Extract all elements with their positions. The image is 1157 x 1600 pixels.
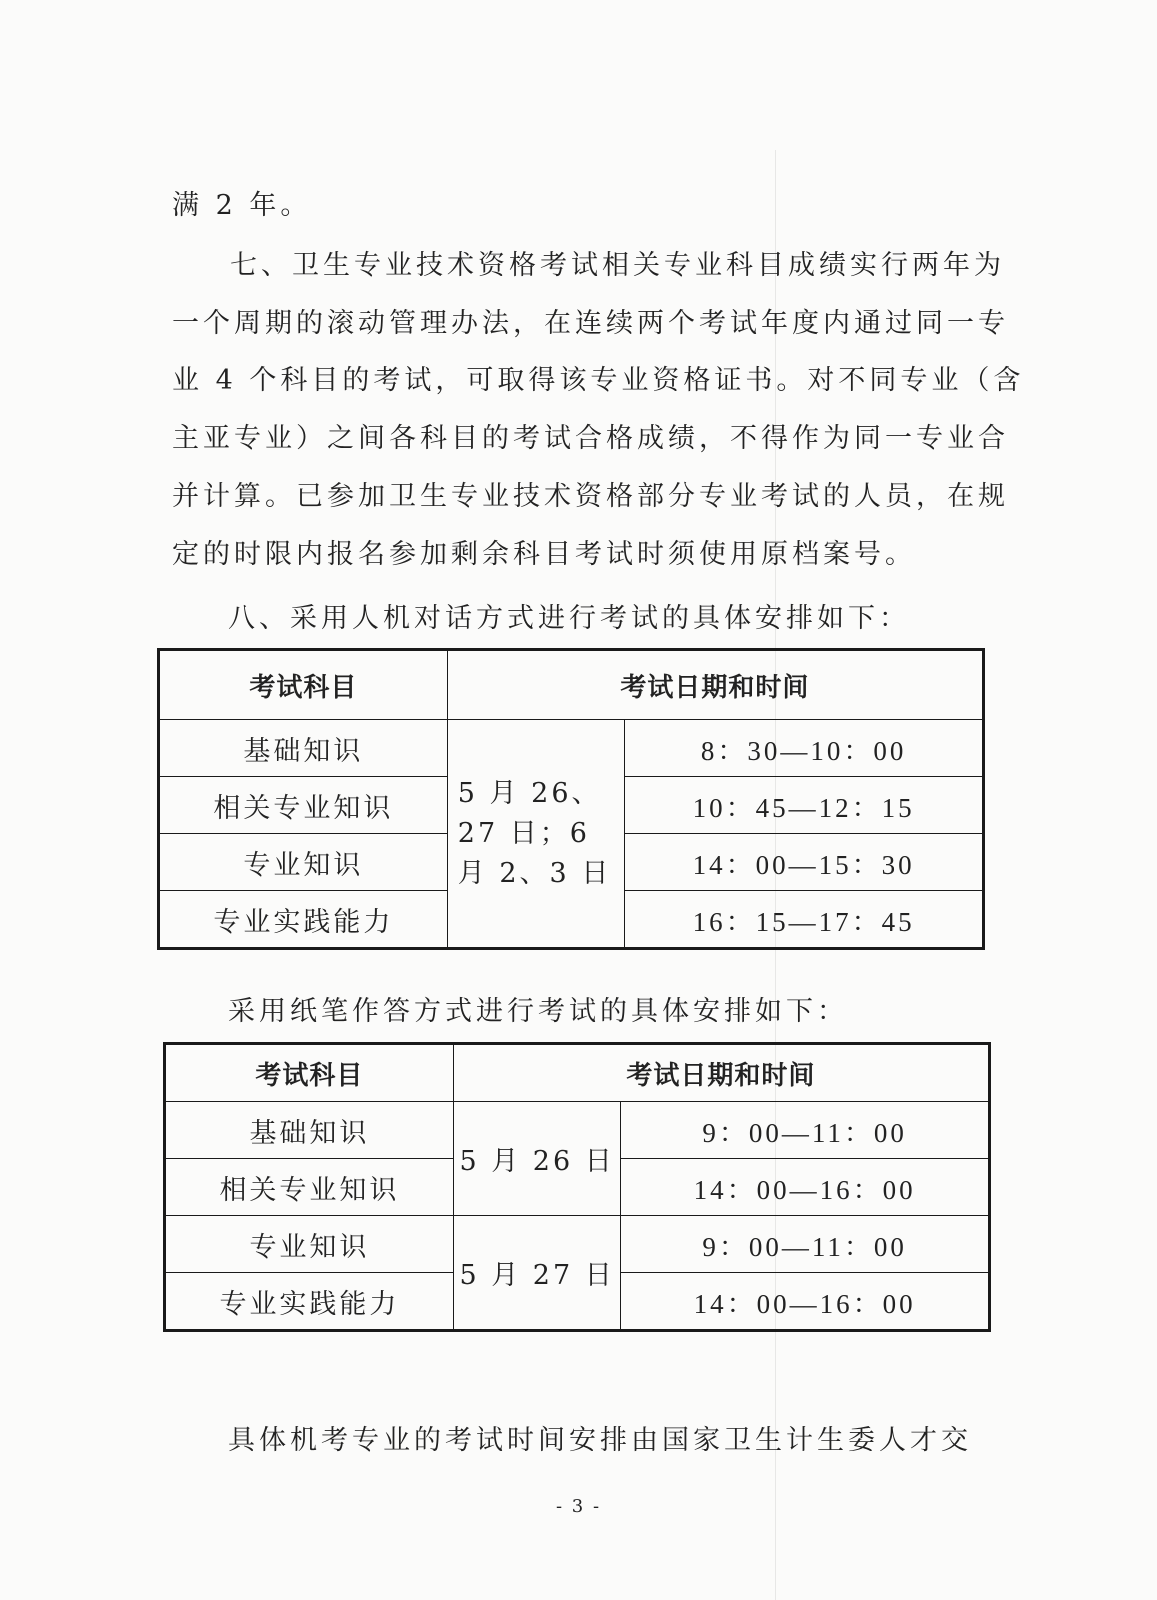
subject-cell: 基础知识 [159, 720, 448, 777]
subject-cell: 相关专业知识 [159, 777, 448, 834]
time-cell: 8：30—10：00 [625, 720, 984, 777]
paragraph-line: 具体机考专业的考试时间安排由国家卫生计生委人才交 [228, 1425, 972, 1456]
paragraph-line: 一个周期的滚动管理办法，在连续两个考试年度内通过同一专 [172, 308, 1009, 339]
paragraph-line: 主亚专业）之间各科目的考试合格成绩，不得作为同一专业合 [172, 423, 1009, 454]
table-row [159, 720, 984, 777]
time-cell: 14：00—15：30 [625, 834, 984, 891]
table-row [165, 1216, 990, 1273]
section-heading-computer-exam: 八、采用人机对话方式进行考试的具体安排如下： [228, 603, 910, 634]
subject-cell: 专业知识 [159, 834, 448, 891]
page-number: - 3 - [555, 1496, 602, 1517]
paragraph-line: 业 4 个科目的考试，可取得该专业资格证书。对不同专业（含 [172, 365, 1025, 396]
paragraph-line: 定的时限内报名参加剩余科目考试时须使用原档案号。 [172, 539, 916, 570]
header-datetime: 考试日期和时间 [453, 1044, 989, 1102]
computer-exam-schedule-table [157, 648, 985, 950]
paragraph-line: 满 2 年。 [172, 190, 312, 221]
header-subject: 考试科目 [159, 650, 448, 720]
paper-exam-schedule-table [163, 1042, 991, 1332]
table-header-row [165, 1044, 990, 1102]
time-cell: 16：15—17：45 [625, 891, 984, 949]
time-cell: 14：00—16：00 [621, 1273, 990, 1331]
time-cell: 9：00—11：00 [621, 1216, 990, 1273]
date-cell: 5 月 27 日 [453, 1216, 620, 1331]
table-header-row [159, 650, 984, 720]
date-cell: 5 月 26、27 日；6 月 2、3 日 [447, 720, 625, 949]
header-subject: 考试科目 [165, 1044, 454, 1102]
subject-cell: 专业实践能力 [165, 1273, 454, 1331]
subject-cell: 专业知识 [165, 1216, 454, 1273]
time-cell: 10：45—12：15 [625, 777, 984, 834]
time-cell: 14：00—16：00 [621, 1159, 990, 1216]
paragraph-line: 七、卫生专业技术资格考试相关专业科目成绩实行两年为 [230, 250, 1005, 281]
subject-cell: 专业实践能力 [159, 891, 448, 949]
table-row [165, 1102, 990, 1159]
section-heading-paper-exam: 采用纸笔作答方式进行考试的具体安排如下： [228, 996, 848, 1027]
time-cell: 9：00—11：00 [621, 1102, 990, 1159]
subject-cell: 相关专业知识 [165, 1159, 454, 1216]
subject-cell: 基础知识 [165, 1102, 454, 1159]
paragraph-line: 并计算。已参加卫生专业技术资格部分专业考试的人员，在规 [172, 481, 1009, 512]
header-datetime: 考试日期和时间 [447, 650, 983, 720]
date-cell: 5 月 26 日 [453, 1102, 620, 1216]
